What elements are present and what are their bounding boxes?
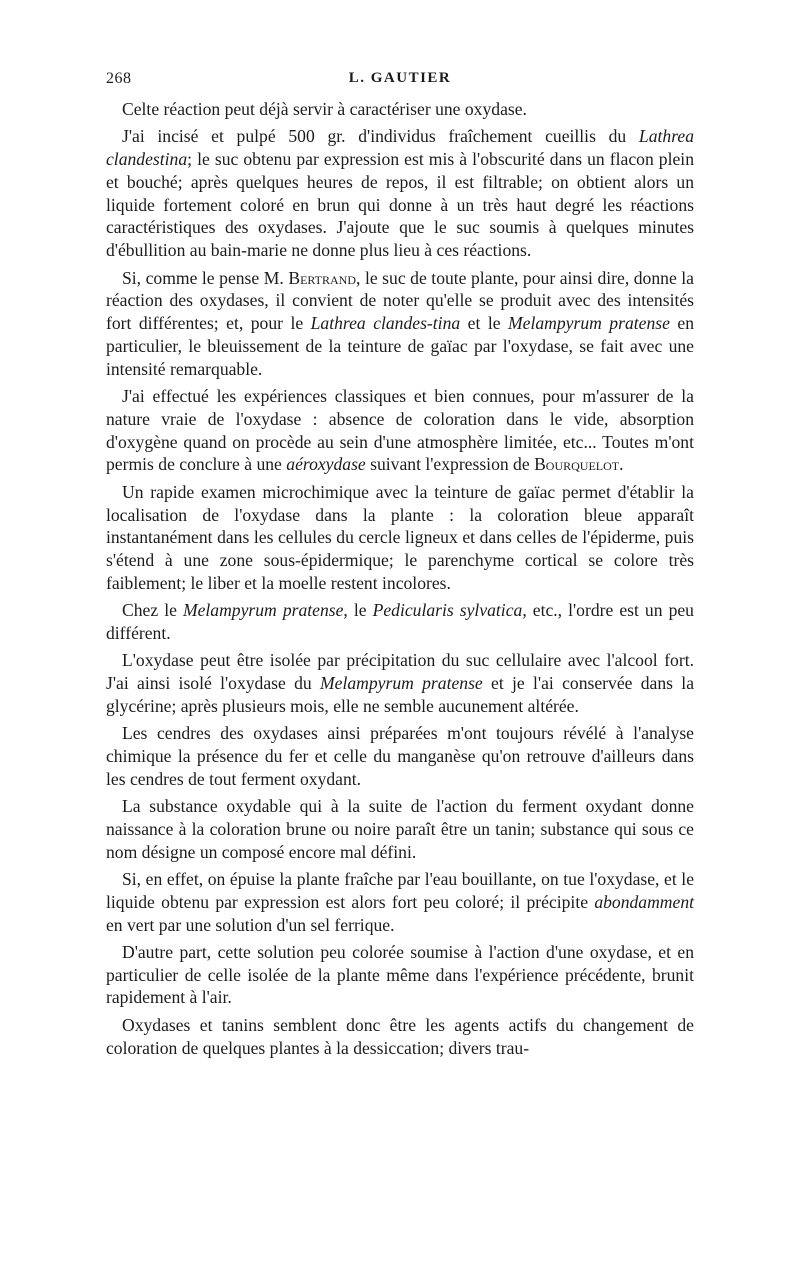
text-run: Celte réaction peut déjà servir à caractériser une oxydase. <box>122 99 527 119</box>
author-name: Bourquelot <box>534 454 620 475</box>
running-head: L. GAUTIER <box>348 70 452 86</box>
italic-text: Lathrea clandestina <box>106 126 694 170</box>
page-number: 268 <box>106 70 132 87</box>
paragraph <box>106 941 694 1009</box>
text-run: , le suc de toute plante, pour ainsi dire, donne la réaction des oxydases, il convient de noter qu'elle se produit avec des intensités fort différentes; et, pour le <box>106 267 694 334</box>
text-run: Les cendres des oxydases ainsi préparées m'ont toujours révélé à l'analyse chimique la présence du fer et celle du manganèse qu'on retrouve d'ailleurs dans les cendres de tout ferment oxydant. <box>106 723 694 789</box>
paragraph <box>106 599 694 645</box>
text-run: Oxydases et tanins semblent donc être les agents actifs du changement de coloration de quelques plantes à la dessiccation; divers trau- <box>106 1014 694 1058</box>
text-run: D'autre part, cette solution peu colorée soumise à l'action d'une oxydase, et en particulier de celle isolée de la plante même dans l'expérience précédente, brunit rapidement à l'air. <box>106 941 694 1008</box>
paragraph <box>106 795 694 863</box>
text-run: . <box>619 454 624 475</box>
paragraph <box>106 868 694 936</box>
italic-text: Melampyrum pratense <box>320 673 483 694</box>
paragraph <box>106 722 694 790</box>
paragraph <box>106 385 694 476</box>
body-text <box>106 98 694 1064</box>
text-run: en particulier, le bleuissement de la teinture de gaïac par l'oxydase, se fait avec une intensité remarquable. <box>106 313 694 379</box>
paragraph <box>106 1014 694 1060</box>
italic-text: aéroxydase <box>286 454 366 475</box>
paragraph <box>106 481 694 595</box>
page-header <box>106 70 694 94</box>
italic-text: Pedicularis sylvatica <box>372 600 523 621</box>
paragraph <box>106 267 694 381</box>
paragraph <box>106 649 694 717</box>
text-run: , etc., l'ordre est un peu différent. <box>106 600 694 644</box>
text-run: J'ai effectué les expériences classiques et bien connues, pour m'assurer de la nature vraie de l'oxydase : absence de coloration dans le vide, absorption d'oxygène quand on procède au sein d'une atmosphère limitée, etc... Toutes m'ont permis de conclure à une <box>106 386 694 475</box>
text-run: La substance oxydable qui à la suite de l'action du ferment oxydant donne naissance à la coloration brune ou noire paraît être un tanin; substance qui sous ce nom désigne un composé encore mal défini. <box>106 796 694 862</box>
text-run: , le <box>343 600 373 621</box>
text-run: et le <box>460 313 509 334</box>
paragraph <box>106 125 694 262</box>
text-run: ; le suc obtenu par expression est mis à l'obscurité dans un flacon plein et bouché; après quelques heures de repos, il est filtrable; on obtient alors un liquide fortement coloré en brun qui donne à un très haut degré les réactions caractéristiques des oxydases. J'ajoute que le suc soumis à quelques minutes d'ébullition au bain-marie ne donne plus lieu à ces réactions. <box>106 149 694 261</box>
author-name: Bertrand <box>288 267 357 288</box>
text-run: Un rapide examen microchimique avec la teinture de gaïac permet d'établir la localisation de l'oxydase dans la plante : la coloration bleue apparaît instantanément dans les cellules du cercle ligneux et dans celles de l'épiderme, puis s'étend à une zone sous-épidermique; le parenchyme cortical se colore très faiblement; le liber et la moelle restent incolores. <box>106 481 694 593</box>
italic-text: Melampyrum pratense <box>508 313 670 334</box>
paragraph <box>106 98 694 121</box>
text-run: Si, en effet, on épuise la plante fraîche par l'eau bouillante, on tue l'oxydase, et le liquide obtenu par expression est alors fort peu coloré; il précipite <box>106 869 694 912</box>
italic-text: abondamment <box>594 891 694 912</box>
italic-text: Lathrea clandes-tina <box>310 313 461 334</box>
text-run: L'oxydase peut être isolée par précipitation du suc cellulaire avec l'alcool fort. J'ai ainsi isolé l'oxydase du <box>106 650 694 694</box>
text-run: en vert par une solution d'un sel ferrique. <box>106 914 395 935</box>
text-run: Chez le <box>122 600 183 621</box>
text-run: J'ai incisé et pulpé 500 gr. d'individus fraîchement cueillis du <box>122 126 639 147</box>
text-run: et je l'ai conservée dans la glycérine; après plusieurs mois, elle ne semble aucunement altérée. <box>106 673 694 716</box>
italic-text: Melampyrum pratense <box>182 600 344 621</box>
text-run: suivant l'expression de <box>365 454 535 475</box>
text-run: Si, comme le pense M. <box>122 267 289 288</box>
